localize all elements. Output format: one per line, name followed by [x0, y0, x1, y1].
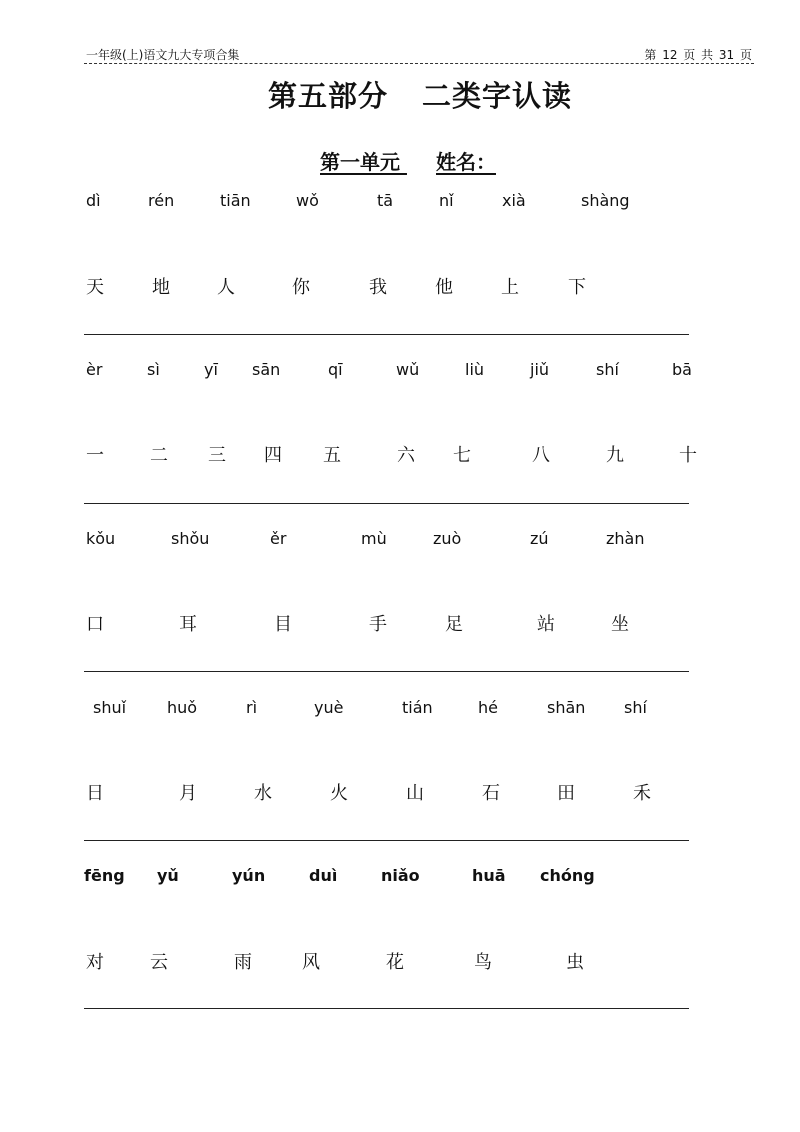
hanzi-item: 坐 — [611, 614, 629, 635]
pinyin-item: huǒ — [167, 698, 198, 717]
hanzi-item: 云 — [150, 952, 168, 973]
pinyin-item: rén — [148, 191, 175, 210]
pinyin-item: liù — [465, 360, 485, 379]
hanzi-item: 五 — [323, 445, 341, 466]
pinyin-item: hé — [478, 698, 498, 717]
hanzi-item: 花 — [386, 952, 404, 973]
pinyin-item: shǒu — [171, 529, 210, 548]
hanzi-item: 上 — [501, 277, 519, 298]
name-label: 姓名： — [436, 150, 496, 174]
pinyin-item: qī — [328, 360, 343, 379]
pinyin-item: niǎo — [381, 866, 420, 885]
pinyin-item: wǔ — [396, 360, 420, 379]
hanzi-item: 对 — [86, 952, 104, 973]
writing-line — [84, 334, 689, 335]
pinyin-item: ěr — [270, 529, 287, 548]
title-name: 二类字认读 — [422, 79, 573, 113]
pinyin-item: yǔ — [157, 866, 179, 885]
hanzi-item: 地 — [152, 277, 170, 298]
writing-line — [84, 503, 689, 504]
pinyin-item: tā — [377, 191, 394, 210]
pinyin-item: duì — [309, 866, 338, 885]
hanzi-item: 风 — [302, 952, 320, 973]
pinyin-item: tiān — [220, 191, 251, 210]
hanzi-item: 他 — [435, 277, 453, 298]
pinyin-item: zuò — [433, 529, 462, 548]
hanzi-item: 三 — [208, 445, 226, 466]
hanzi-item: 八 — [532, 445, 550, 466]
hanzi-item: 足 — [445, 614, 463, 635]
pinyin-item: mù — [361, 529, 387, 548]
hanzi-item: 月 — [179, 783, 197, 804]
hanzi-item: 一 — [86, 445, 104, 466]
hanzi-item: 站 — [537, 614, 555, 635]
pinyin-item: sì — [147, 360, 160, 379]
unit-heading — [320, 146, 496, 175]
writing-line — [84, 840, 689, 841]
writing-line — [84, 1008, 689, 1009]
hanzi-item: 水 — [254, 783, 272, 804]
pinyin-item: kǒu — [86, 529, 116, 548]
hanzi-item: 人 — [217, 277, 235, 298]
hanzi-item: 田 — [557, 783, 575, 804]
pinyin-item: bā — [672, 360, 692, 379]
hanzi-item: 二 — [150, 445, 168, 466]
pinyin-item: xià — [502, 191, 526, 210]
pinyin-item: sān — [252, 360, 281, 379]
pinyin-item: zhàn — [606, 529, 645, 548]
unit-label: 第一单元 — [320, 150, 400, 174]
hanzi-item: 雨 — [234, 952, 252, 973]
pinyin-item: shān — [547, 698, 586, 717]
hanzi-item: 四 — [264, 445, 282, 466]
hanzi-item: 天 — [86, 277, 104, 298]
pinyin-item: shàng — [581, 191, 630, 210]
hanzi-item: 口 — [86, 614, 104, 635]
pinyin-item: shí — [596, 360, 619, 379]
hanzi-item: 手 — [369, 614, 387, 635]
title-part: 第五部分 — [267, 79, 388, 113]
pinyin-item: yī — [204, 360, 218, 379]
hanzi-item: 你 — [292, 277, 310, 298]
pinyin-item: yuè — [314, 698, 344, 717]
hanzi-item: 石 — [482, 783, 500, 804]
hanzi-item: 七 — [453, 445, 471, 466]
hanzi-item: 九 — [606, 445, 624, 466]
pinyin-item: shí — [624, 698, 647, 717]
pinyin-item: jiǔ — [530, 360, 550, 379]
hanzi-item: 禾 — [633, 783, 651, 804]
pinyin-item: shuǐ — [93, 698, 127, 717]
hanzi-item: 日 — [86, 783, 104, 804]
header-divider — [84, 63, 754, 64]
hanzi-item: 我 — [369, 277, 387, 298]
pinyin-item: nǐ — [439, 191, 454, 210]
hanzi-item: 山 — [406, 783, 424, 804]
hanzi-item: 鸟 — [474, 952, 492, 973]
hanzi-item: 六 — [397, 445, 415, 466]
pinyin-item: huā — [472, 866, 506, 885]
writing-line — [84, 671, 689, 672]
pinyin-item: chóng — [540, 866, 595, 885]
pinyin-item: wǒ — [296, 191, 319, 210]
pinyin-item: yún — [232, 866, 266, 885]
hanzi-item: 目 — [274, 614, 292, 635]
hanzi-item: 火 — [330, 783, 348, 804]
pinyin-item: èr — [86, 360, 103, 379]
hanzi-item: 耳 — [179, 614, 197, 635]
header-page-number: 第 12 页 共 31 页 — [644, 48, 752, 62]
pinyin-item: fēng — [84, 866, 125, 885]
pinyin-item: rì — [246, 698, 258, 717]
pinyin-item: dì — [86, 191, 101, 210]
header-book-title: 一年级(上)语文九大专项合集 — [86, 48, 240, 62]
hanzi-item: 下 — [568, 277, 586, 298]
page-title — [0, 74, 800, 115]
hanzi-item: 十 — [679, 445, 697, 466]
pinyin-item: tián — [402, 698, 433, 717]
pinyin-item: zú — [530, 529, 549, 548]
hanzi-item: 虫 — [566, 952, 584, 973]
